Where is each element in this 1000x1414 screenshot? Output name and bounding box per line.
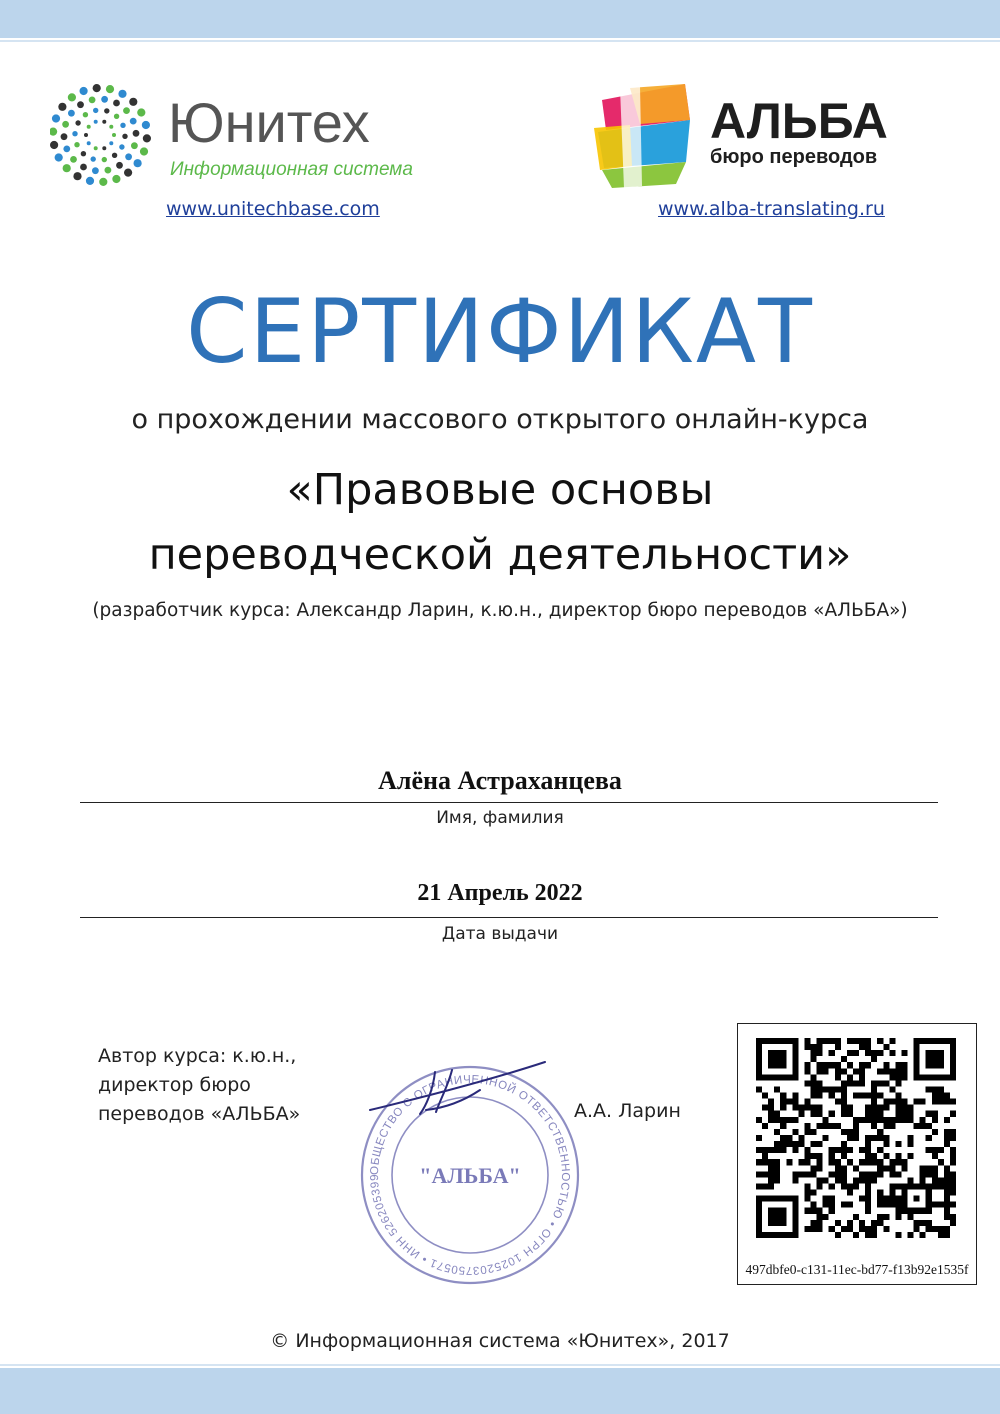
unitech-swirl-dot [112,133,116,137]
course-author-label [98,1042,300,1129]
unitech-swirl-dot [123,107,130,114]
unitech-website-link[interactable]: www.unitechbase.com [166,198,380,220]
unitech-swirl-dot [68,93,76,101]
unitech-swirl-dot [99,178,107,186]
unitech-swirl-dot [62,121,69,128]
unitech-swirl-dot [55,153,63,161]
unitech-logo-name: Юнитех [168,91,370,154]
unitech-swirl-dot [120,123,125,128]
company-stamp [340,1040,600,1320]
unitech-swirl-dot [91,156,96,161]
unitech-swirl-dot [87,141,91,145]
stamp-center-text: "АЛЬБА" [419,1163,521,1188]
unitech-swirl-dot [80,87,88,95]
footer-copyright: © Информационная система «Юнитех», 2017 [270,1330,730,1352]
unitech-swirl-dot [63,146,70,153]
unitech-swirl-dot [124,169,132,177]
unitech-swirl-dot [101,96,108,103]
unitech-swirl-dot [92,167,99,174]
unitech-swirl-dot [93,108,98,113]
alba-logo [590,80,920,190]
alba-globe-icon [594,84,690,188]
unitech-swirl-dot [113,100,120,107]
unitech-swirl-dot [86,177,94,185]
unitech-swirl-dot [83,112,88,117]
unitech-swirl-dot [70,156,77,163]
unitech-swirl-dot [140,147,148,155]
unitech-swirl-dot [75,120,80,125]
bottom-border-band [0,1368,1000,1414]
unitech-swirl-dot [93,84,101,92]
unitech-swirl-dot [143,134,151,142]
unitech-swirl-dot [68,110,75,117]
unitech-swirl-dot [94,146,98,150]
course-title-line2: переводческой деятельности» [148,530,852,580]
unitech-swirl-dot [130,118,137,125]
unitech-logo-tagline: Информационная система [170,159,413,180]
unitech-swirl-dot [50,141,58,149]
unitech-swirl-dot [73,172,81,180]
unitech-swirl-dot [102,146,106,150]
certificate-subtitle: о прохождении массового открытого онлайн-курса [131,404,869,435]
unitech-swirl-dot [142,121,150,129]
alba-logo-tagline: бюро переводов [710,146,878,168]
alba-logo-name: АЛЬБА [710,93,888,149]
unitech-swirl-dot [80,164,87,171]
unitech-swirl-dot [109,141,113,145]
unitech-swirl-dot [102,120,106,124]
unitech-logo [50,80,470,190]
unitech-swirl-dot [94,120,98,124]
unitech-swirl-dot [122,134,127,139]
unitech-swirl-dot [134,159,142,167]
unitech-swirl-dot [112,153,117,158]
unitech-swirl-dot [118,90,126,98]
certificate-id: 497dbfe0-c131-11ec-bd77-f13b92e1535f [745,1262,969,1277]
top-border-line [0,40,1000,42]
certificate-title: СЕРТИФИКАТ [186,280,814,383]
unitech-swirl-dot [129,98,137,106]
unitech-swirl-dot [63,164,71,172]
svg-text:ОБЩЕСТВО С ОГРАНИЧЕННОЙ ОТВЕТС [340,1040,571,1276]
qr-code-icon[interactable] [756,1038,956,1238]
qr-code-box [737,1023,977,1285]
unitech-swirl-dot [109,125,113,129]
alba-website-link[interactable]: www.alba-translating.ru [658,198,885,220]
unitech-swirl-dot [89,97,96,104]
unitech-swirl-dot [50,128,57,136]
unitech-swirl-dot [104,108,109,113]
author-line2: директор бюро [98,1074,251,1096]
bottom-border-line [0,1364,1000,1366]
unitech-swirl-dot [72,131,77,136]
unitech-swirl-dot [77,101,84,108]
unitech-swirl-dot [119,144,124,149]
course-title-line1: «Правовые основы [286,465,714,515]
unitech-swirl-dot [74,142,79,147]
unitech-swirl-dot [87,125,91,129]
unitech-swirl-dot [58,103,66,111]
unitech-swirl-icon [50,84,151,186]
date-underline [80,917,938,918]
signer-name: А.А. Ларин [574,1100,681,1122]
recipient-name-caption: Имя, фамилия [436,808,564,828]
unitech-swirl-dot [102,157,107,162]
name-underline [80,802,938,803]
stamp-ring-text: ОБЩЕСТВО С ОГРАНИЧЕННОЙ ОТВЕТСТВЕННОСТЬЮ • ОГРН 1025203750571 • ИНН 526205399 [368,1073,572,1277]
unitech-swirl-dot [131,142,138,149]
unitech-swirl-dot [112,175,120,183]
recipient-name: Алёна Астраханцева [378,766,622,795]
unitech-swirl-dot [105,167,112,174]
unitech-swirl-dot [133,130,140,137]
unitech-swirl-dot [116,162,123,169]
unitech-swirl-dot [52,114,60,122]
issue-date-caption: Дата выдачи [441,924,559,944]
unitech-swirl-dot [125,153,132,160]
unitech-swirl-dot [84,133,88,137]
unitech-swirl-dot [114,114,119,119]
author-line3: переводов «АЛЬБА» [98,1103,301,1125]
issue-date: 21 Апрель 2022 [417,880,583,906]
unitech-swirl-dot [137,108,145,116]
course-developer-note: (разработчик курса: Александр Ларин, к.ю.н., директор бюро переводов «АЛЬБА») [92,600,908,621]
unitech-swirl-dot [61,133,68,140]
author-line1: Автор курса: к.ю.н., [98,1045,297,1067]
unitech-swirl-dot [81,151,86,156]
top-border-band [0,0,1000,38]
unitech-swirl-dot [106,85,114,93]
